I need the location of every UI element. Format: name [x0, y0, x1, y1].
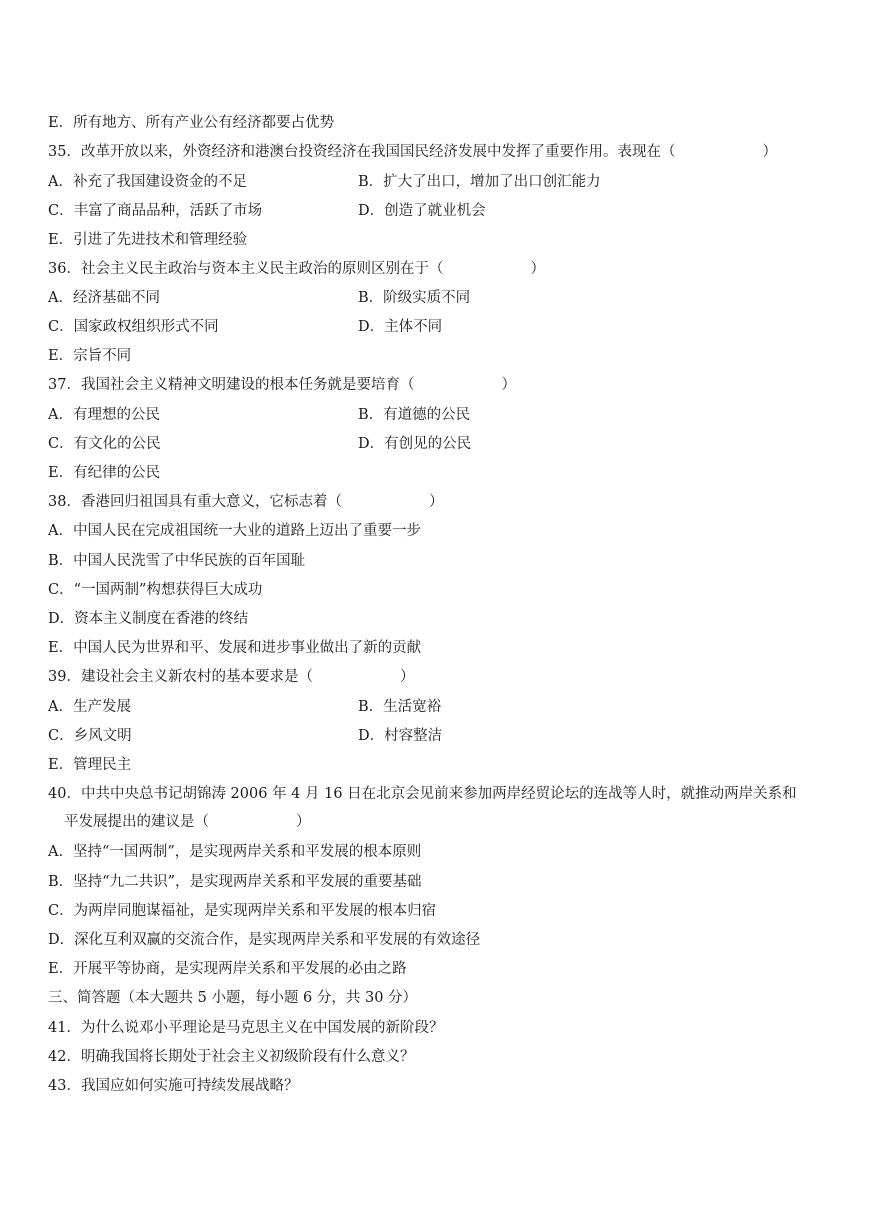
q36-option-e: E．宗旨不同 — [48, 348, 132, 364]
q36-stem: 36．社会主义民主政治与资本主义民主政治的原则区别在于（ ） — [48, 261, 545, 277]
q39-option-c: C．乡风文明 — [48, 728, 132, 744]
q36-option-b: B．阶级实质不同 — [358, 290, 471, 306]
q41-stem: 41．为什么说邓小平理论是马克思主义在中国发展的新阶段？ — [48, 1020, 444, 1036]
q37-option-c: C．有文化的公民 — [48, 436, 161, 452]
q39-stem: 39．建设社会主义新农村的基本要求是（ ） — [48, 669, 415, 685]
q40-option-c: C．为两岸同胞谋福祉，是实现两岸关系和平发展的根本归宿 — [48, 903, 437, 919]
q35-option-b: B．扩大了出口，增加了出口创汇能力 — [358, 174, 601, 190]
q35-stem: 35．改革开放以来，外资经济和港澳台投资经济在我国国民经济发展中发挥了重要作用。表现在（ ） — [48, 144, 777, 160]
q39-option-b: B．生活宽裕 — [358, 699, 442, 715]
q38-option-e: E．中国人民为世界和平、发展和进步事业做出了新的贡献 — [48, 640, 422, 656]
q39-option-e: E．管理民主 — [48, 757, 132, 773]
q40-option-d: D．深化互利双赢的交流合作，是实现两岸关系和平发展的有效途径 — [48, 932, 481, 948]
q39-option-d: D．村容整洁 — [358, 728, 443, 744]
q37-option-e: E．有纪律的公民 — [48, 465, 161, 481]
section-heading: 三、简答题（本大题共 5 小题，每小题 6 分，共 30 分） — [48, 990, 418, 1006]
q40-option-a: A．坚持“一国两制”，是实现两岸关系和平发展的根本原则 — [48, 844, 422, 860]
q37-stem: 37．我国社会主义精神文明建设的根本任务就是要培育（ ） — [48, 377, 516, 393]
q35-option-e: E．引进了先进技术和管理经验 — [48, 232, 248, 248]
q40-option-e: E．开展平等协商，是实现两岸关系和平发展的必由之路 — [48, 961, 407, 977]
q38-option-a: A．中国人民在完成祖国统一大业的道路上迈出了重要一步 — [48, 523, 421, 539]
q38-option-c: C．“一国两制”构想获得巨大成功 — [48, 582, 263, 598]
q42-stem: 42．明确我国将长期处于社会主义初级阶段有什么意义？ — [48, 1049, 415, 1065]
q38-option-d: D．资本主义制度在香港的终结 — [48, 611, 249, 627]
q40-stem-line1: 40．中共中央总书记胡锦涛 2006 年 4 月 16 日在北京会见前来参加两岸经贸论坛的连战等人时，就推动两岸关系和 — [48, 786, 797, 802]
q36-option-c: C．国家政权组织形式不同 — [48, 319, 219, 335]
q37-option-b: B．有道德的公民 — [358, 407, 471, 423]
q36-option-d: D．主体不同 — [358, 319, 443, 335]
q38-stem: 38．香港回归祖国具有重大意义，它标志着（ ） — [48, 494, 444, 510]
q37-option-a: A．有理想的公民 — [48, 407, 160, 423]
q40-option-b: B．坚持“九二共识”，是实现两岸关系和平发展的重要基础 — [48, 874, 422, 890]
q38-option-b: B．中国人民洗雪了中华民族的百年国耻 — [48, 553, 306, 569]
q39-option-a: A．生产发展 — [48, 699, 131, 715]
q43-stem: 43．我国应如何实施可持续发展战略？ — [48, 1078, 299, 1094]
q34-option-e: E．所有地方、所有产业公有经济都要占优势 — [48, 115, 335, 131]
q35-option-a: A．补充了我国建设资金的不足 — [48, 174, 247, 190]
q37-option-d: D．有创见的公民 — [358, 436, 472, 452]
q35-option-c: C．丰富了商品品种，活跃了市场 — [48, 203, 263, 219]
q35-option-d: D．创造了就业机会 — [358, 203, 486, 219]
q36-option-a: A．经济基础不同 — [48, 290, 160, 306]
q40-stem-line2: 平发展提出的建议是（ ） — [64, 814, 311, 830]
